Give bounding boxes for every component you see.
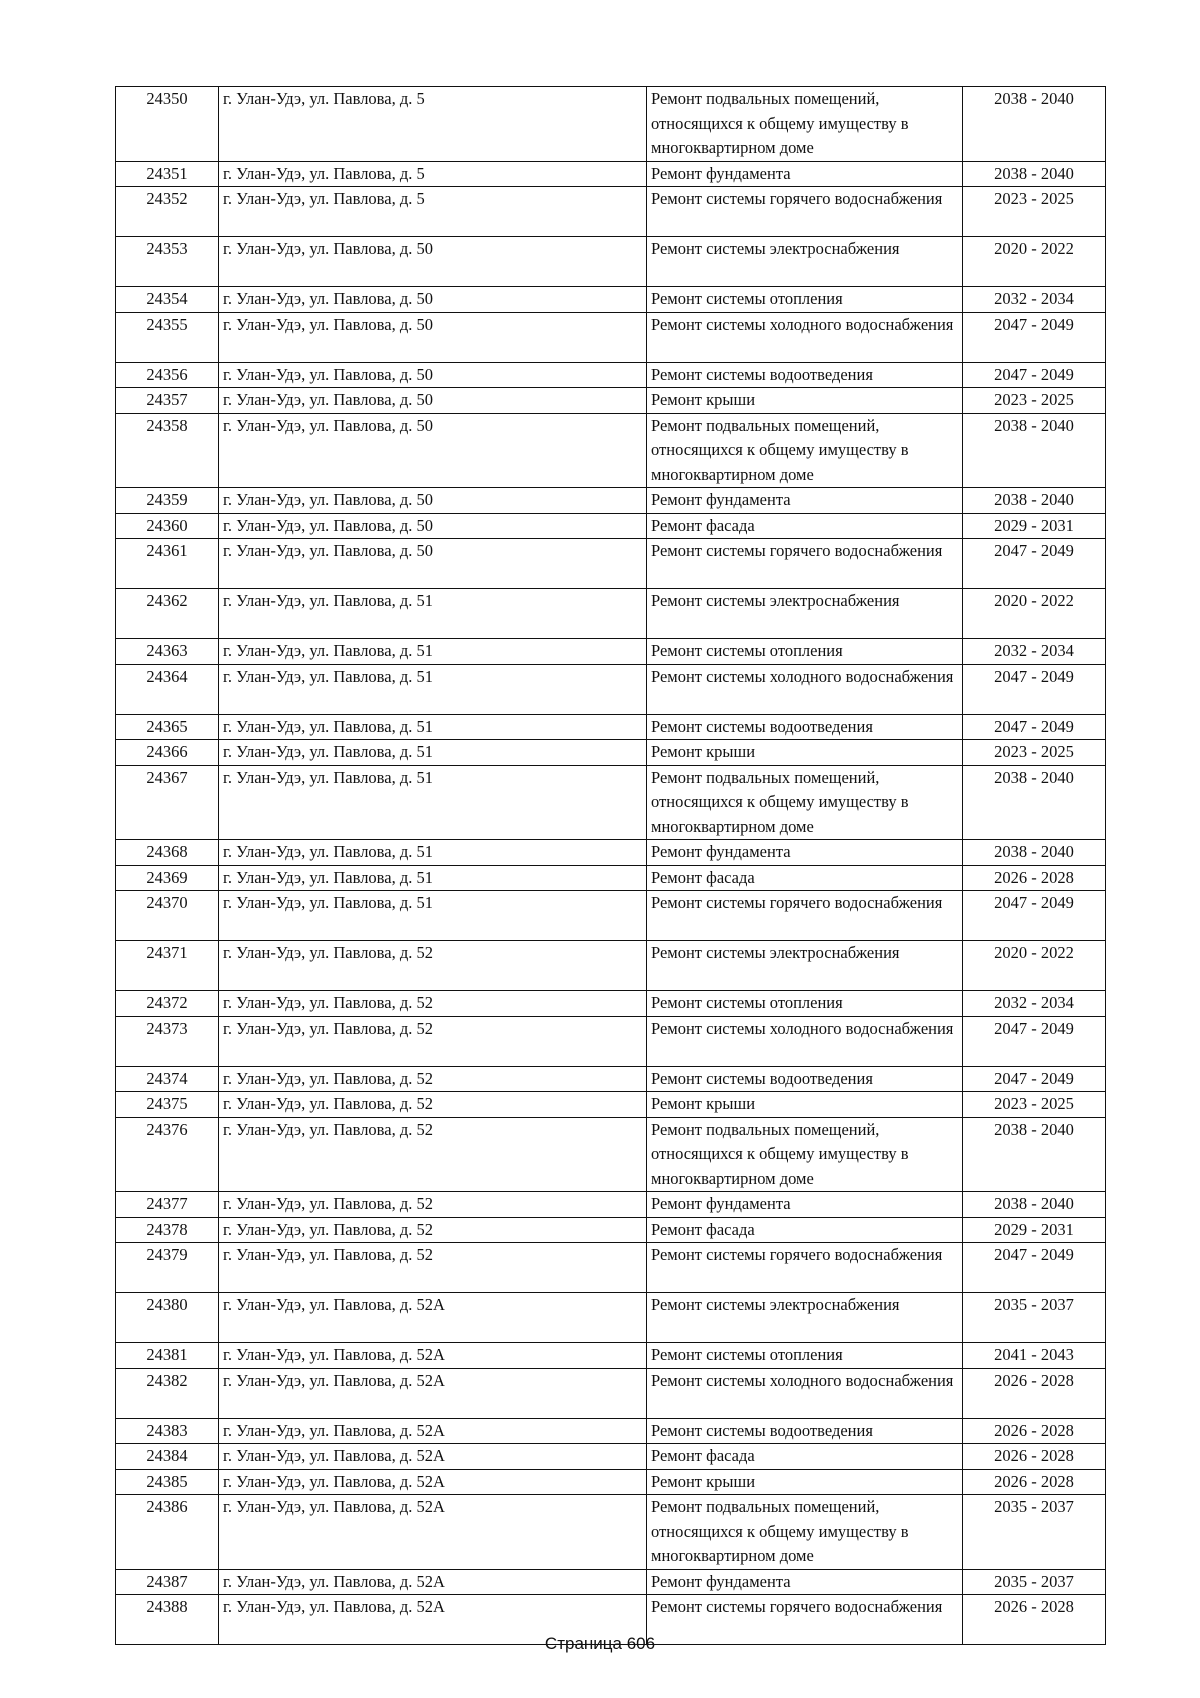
period-cell: 2038 - 2040: [963, 1117, 1106, 1192]
table-row: [116, 1293, 1106, 1343]
work-type-cell: Ремонт крыши: [647, 388, 963, 414]
period-cell: 2032 - 2034: [963, 639, 1106, 665]
table-row: [116, 1066, 1106, 1092]
table-row: [116, 413, 1106, 488]
table-row: [116, 287, 1106, 313]
work-type-cell: Ремонт системы водоотведения: [647, 1066, 963, 1092]
work-type-cell: Ремонт системы горячего водоснабжения: [647, 1595, 963, 1645]
address-cell: г. Улан-Удэ, ул. Павлова, д. 52А: [219, 1368, 647, 1418]
table-row: [116, 1569, 1106, 1595]
address-cell: г. Улан-Удэ, ул. Павлова, д. 52: [219, 1217, 647, 1243]
period-cell: 2026 - 2028: [963, 1444, 1106, 1470]
work-type-cell: Ремонт фундамента: [647, 1192, 963, 1218]
table-body: [116, 87, 1106, 1645]
period-cell: 2029 - 2031: [963, 1217, 1106, 1243]
table-row: [116, 765, 1106, 840]
row-number-cell: 24376: [116, 1117, 219, 1192]
work-type-cell: Ремонт системы горячего водоснабжения: [647, 891, 963, 941]
period-cell: 2023 - 2025: [963, 1092, 1106, 1118]
work-type-cell: Ремонт крыши: [647, 740, 963, 766]
document-sheet: [115, 86, 1105, 1645]
row-number-cell: 24360: [116, 513, 219, 539]
period-cell: 2020 - 2022: [963, 941, 1106, 991]
period-cell: 2047 - 2049: [963, 539, 1106, 589]
table-row: [116, 362, 1106, 388]
page-number: Страница 606: [544, 1634, 656, 1653]
row-number-cell: 24368: [116, 840, 219, 866]
period-cell: 2047 - 2049: [963, 362, 1106, 388]
row-number-cell: 24380: [116, 1293, 219, 1343]
period-cell: 2032 - 2034: [963, 991, 1106, 1017]
address-cell: г. Улан-Удэ, ул. Павлова, д. 52: [219, 941, 647, 991]
row-number-cell: 24377: [116, 1192, 219, 1218]
work-type-cell: Ремонт системы водоотведения: [647, 714, 963, 740]
address-cell: г. Улан-Удэ, ул. Павлова, д. 50: [219, 488, 647, 514]
table-row: [116, 1418, 1106, 1444]
work-type-cell: Ремонт фасада: [647, 865, 963, 891]
address-cell: г. Улан-Удэ, ул. Павлова, д. 5: [219, 87, 647, 162]
row-number-cell: 24357: [116, 388, 219, 414]
work-type-cell: Ремонт системы холодного водоснабжения: [647, 1368, 963, 1418]
table-row: [116, 87, 1106, 162]
row-number-cell: 24359: [116, 488, 219, 514]
address-cell: г. Улан-Удэ, ул. Павлова, д. 52А: [219, 1343, 647, 1369]
table-row: [116, 714, 1106, 740]
row-number-cell: 24387: [116, 1569, 219, 1595]
repair-schedule-table: [115, 86, 1106, 1645]
row-number-cell: 24379: [116, 1243, 219, 1293]
row-number-cell: 24374: [116, 1066, 219, 1092]
period-cell: 2038 - 2040: [963, 765, 1106, 840]
work-type-cell: Ремонт системы водоотведения: [647, 362, 963, 388]
period-cell: 2041 - 2043: [963, 1343, 1106, 1369]
table-row: [116, 740, 1106, 766]
row-number-cell: 24358: [116, 413, 219, 488]
address-cell: г. Улан-Удэ, ул. Павлова, д. 51: [219, 740, 647, 766]
work-type-cell: Ремонт крыши: [647, 1469, 963, 1495]
period-cell: 2026 - 2028: [963, 1469, 1106, 1495]
work-type-cell: Ремонт крыши: [647, 1092, 963, 1118]
work-type-cell: Ремонт системы горячего водоснабжения: [647, 187, 963, 237]
row-number-cell: 24382: [116, 1368, 219, 1418]
table-row: [116, 664, 1106, 714]
row-number-cell: 24361: [116, 539, 219, 589]
period-cell: 2023 - 2025: [963, 388, 1106, 414]
row-number-cell: 24372: [116, 991, 219, 1017]
table-row: [116, 1368, 1106, 1418]
address-cell: г. Улан-Удэ, ул. Павлова, д. 50: [219, 287, 647, 313]
address-cell: г. Улан-Удэ, ул. Павлова, д. 52: [219, 1016, 647, 1066]
period-cell: 2038 - 2040: [963, 413, 1106, 488]
table-row: [116, 187, 1106, 237]
address-cell: г. Улан-Удэ, ул. Павлова, д. 5: [219, 161, 647, 187]
row-number-cell: 24386: [116, 1495, 219, 1570]
table-row: [116, 1495, 1106, 1570]
address-cell: г. Улан-Удэ, ул. Павлова, д. 52А: [219, 1595, 647, 1645]
table-row: [116, 237, 1106, 287]
period-cell: 2047 - 2049: [963, 664, 1106, 714]
table-row: [116, 1444, 1106, 1470]
work-type-cell: Ремонт подвальных помещений, относящихся к общему имуществу в многоквартирном доме: [647, 413, 963, 488]
row-number-cell: 24367: [116, 765, 219, 840]
period-cell: 2035 - 2037: [963, 1569, 1106, 1595]
address-cell: г. Улан-Удэ, ул. Павлова, д. 52А: [219, 1293, 647, 1343]
address-cell: г. Улан-Удэ, ул. Павлова, д. 52: [219, 1066, 647, 1092]
period-cell: 2047 - 2049: [963, 891, 1106, 941]
row-number-cell: 24354: [116, 287, 219, 313]
period-cell: 2023 - 2025: [963, 740, 1106, 766]
period-cell: 2047 - 2049: [963, 312, 1106, 362]
address-cell: г. Улан-Удэ, ул. Павлова, д. 52: [219, 1092, 647, 1118]
address-cell: г. Улан-Удэ, ул. Павлова, д. 51: [219, 865, 647, 891]
period-cell: 2038 - 2040: [963, 161, 1106, 187]
address-cell: г. Улан-Удэ, ул. Павлова, д. 51: [219, 765, 647, 840]
period-cell: 2035 - 2037: [963, 1495, 1106, 1570]
period-cell: 2026 - 2028: [963, 1368, 1106, 1418]
table-row: [116, 589, 1106, 639]
address-cell: г. Улан-Удэ, ул. Павлова, д. 51: [219, 891, 647, 941]
address-cell: г. Улан-Удэ, ул. Павлова, д. 52А: [219, 1469, 647, 1495]
row-number-cell: 24373: [116, 1016, 219, 1066]
period-cell: 2035 - 2037: [963, 1293, 1106, 1343]
work-type-cell: Ремонт системы горячего водоснабжения: [647, 1243, 963, 1293]
address-cell: г. Улан-Удэ, ул. Павлова, д. 52: [219, 1243, 647, 1293]
work-type-cell: Ремонт системы отопления: [647, 287, 963, 313]
period-cell: 2026 - 2028: [963, 1418, 1106, 1444]
work-type-cell: Ремонт фасада: [647, 1444, 963, 1470]
address-cell: г. Улан-Удэ, ул. Павлова, д. 50: [219, 388, 647, 414]
table-row: [116, 1192, 1106, 1218]
address-cell: г. Улан-Удэ, ул. Павлова, д. 51: [219, 589, 647, 639]
row-number-cell: 24353: [116, 237, 219, 287]
table-row: [116, 1016, 1106, 1066]
work-type-cell: Ремонт фундамента: [647, 1569, 963, 1595]
address-cell: г. Улан-Удэ, ул. Павлова, д. 50: [219, 513, 647, 539]
work-type-cell: Ремонт подвальных помещений, относящихся к общему имуществу в многоквартирном доме: [647, 1495, 963, 1570]
row-number-cell: 24364: [116, 664, 219, 714]
address-cell: г. Улан-Удэ, ул. Павлова, д. 52: [219, 1117, 647, 1192]
period-cell: 2023 - 2025: [963, 187, 1106, 237]
work-type-cell: Ремонт фасада: [647, 513, 963, 539]
table-row: [116, 941, 1106, 991]
table-row: [116, 1343, 1106, 1369]
period-cell: 2020 - 2022: [963, 237, 1106, 287]
address-cell: г. Улан-Удэ, ул. Павлова, д. 50: [219, 413, 647, 488]
work-type-cell: Ремонт фундамента: [647, 161, 963, 187]
table-row: [116, 539, 1106, 589]
work-type-cell: Ремонт системы отопления: [647, 991, 963, 1017]
period-cell: 2026 - 2028: [963, 1595, 1106, 1645]
address-cell: г. Улан-Удэ, ул. Павлова, д. 51: [219, 639, 647, 665]
row-number-cell: 24381: [116, 1343, 219, 1369]
address-cell: г. Улан-Удэ, ул. Павлова, д. 51: [219, 840, 647, 866]
row-number-cell: 24363: [116, 639, 219, 665]
table-row: [116, 1117, 1106, 1192]
address-cell: г. Улан-Удэ, ул. Павлова, д. 50: [219, 539, 647, 589]
work-type-cell: Ремонт подвальных помещений, относящихся к общему имуществу в многоквартирном доме: [647, 87, 963, 162]
table-row: [116, 513, 1106, 539]
table-row: [116, 1092, 1106, 1118]
period-cell: 2038 - 2040: [963, 488, 1106, 514]
period-cell: 2047 - 2049: [963, 1016, 1106, 1066]
address-cell: г. Улан-Удэ, ул. Павлова, д. 50: [219, 362, 647, 388]
work-type-cell: Ремонт подвальных помещений, относящихся к общему имуществу в многоквартирном доме: [647, 765, 963, 840]
row-number-cell: 24362: [116, 589, 219, 639]
table-row: [116, 1217, 1106, 1243]
address-cell: г. Улан-Удэ, ул. Павлова, д. 51: [219, 714, 647, 740]
table-row: [116, 639, 1106, 665]
work-type-cell: Ремонт системы водоотведения: [647, 1418, 963, 1444]
period-cell: 2047 - 2049: [963, 1066, 1106, 1092]
row-number-cell: 24370: [116, 891, 219, 941]
row-number-cell: 24388: [116, 1595, 219, 1645]
work-type-cell: Ремонт подвальных помещений, относящихся к общему имуществу в многоквартирном доме: [647, 1117, 963, 1192]
period-cell: 2047 - 2049: [963, 1243, 1106, 1293]
address-cell: г. Улан-Удэ, ул. Павлова, д. 50: [219, 237, 647, 287]
address-cell: г. Улан-Удэ, ул. Павлова, д. 52: [219, 991, 647, 1017]
row-number-cell: 24365: [116, 714, 219, 740]
table-row: [116, 488, 1106, 514]
row-number-cell: 24369: [116, 865, 219, 891]
table-row: [116, 1243, 1106, 1293]
row-number-cell: 24375: [116, 1092, 219, 1118]
address-cell: г. Улан-Удэ, ул. Павлова, д. 52А: [219, 1418, 647, 1444]
table-row: [116, 312, 1106, 362]
table-row: [116, 1469, 1106, 1495]
table-row: [116, 388, 1106, 414]
row-number-cell: 24356: [116, 362, 219, 388]
period-cell: 2038 - 2040: [963, 87, 1106, 162]
row-number-cell: 24385: [116, 1469, 219, 1495]
period-cell: 2032 - 2034: [963, 287, 1106, 313]
table-row: [116, 865, 1106, 891]
period-cell: 2026 - 2028: [963, 865, 1106, 891]
work-type-cell: Ремонт фундамента: [647, 840, 963, 866]
address-cell: г. Улан-Удэ, ул. Павлова, д. 50: [219, 312, 647, 362]
row-number-cell: 24350: [116, 87, 219, 162]
row-number-cell: 24366: [116, 740, 219, 766]
period-cell: 2038 - 2040: [963, 840, 1106, 866]
work-type-cell: Ремонт системы холодного водоснабжения: [647, 312, 963, 362]
row-number-cell: 24378: [116, 1217, 219, 1243]
row-number-cell: 24351: [116, 161, 219, 187]
work-type-cell: Ремонт системы электроснабжения: [647, 589, 963, 639]
row-number-cell: 24352: [116, 187, 219, 237]
row-number-cell: 24355: [116, 312, 219, 362]
work-type-cell: Ремонт фасада: [647, 1217, 963, 1243]
address-cell: г. Улан-Удэ, ул. Павлова, д. 52А: [219, 1569, 647, 1595]
period-cell: 2020 - 2022: [963, 589, 1106, 639]
work-type-cell: Ремонт системы электроснабжения: [647, 1293, 963, 1343]
work-type-cell: Ремонт фундамента: [647, 488, 963, 514]
period-cell: 2047 - 2049: [963, 714, 1106, 740]
work-type-cell: Ремонт системы отопления: [647, 639, 963, 665]
work-type-cell: Ремонт системы электроснабжения: [647, 941, 963, 991]
row-number-cell: 24371: [116, 941, 219, 991]
row-number-cell: 24384: [116, 1444, 219, 1470]
address-cell: г. Улан-Удэ, ул. Павлова, д. 51: [219, 664, 647, 714]
period-cell: 2029 - 2031: [963, 513, 1106, 539]
work-type-cell: Ремонт системы отопления: [647, 1343, 963, 1369]
address-cell: г. Улан-Удэ, ул. Павлова, д. 5: [219, 187, 647, 237]
table-row: [116, 161, 1106, 187]
address-cell: г. Улан-Удэ, ул. Павлова, д. 52А: [219, 1444, 647, 1470]
period-cell: 2038 - 2040: [963, 1192, 1106, 1218]
address-cell: г. Улан-Удэ, ул. Павлова, д. 52А: [219, 1495, 647, 1570]
table-row: [116, 991, 1106, 1017]
work-type-cell: Ремонт системы горячего водоснабжения: [647, 539, 963, 589]
table-row: [116, 891, 1106, 941]
table-row: [116, 840, 1106, 866]
work-type-cell: Ремонт системы холодного водоснабжения: [647, 1016, 963, 1066]
work-type-cell: Ремонт системы холодного водоснабжения: [647, 664, 963, 714]
address-cell: г. Улан-Удэ, ул. Павлова, д. 52: [219, 1192, 647, 1218]
row-number-cell: 24383: [116, 1418, 219, 1444]
work-type-cell: Ремонт системы электроснабжения: [647, 237, 963, 287]
